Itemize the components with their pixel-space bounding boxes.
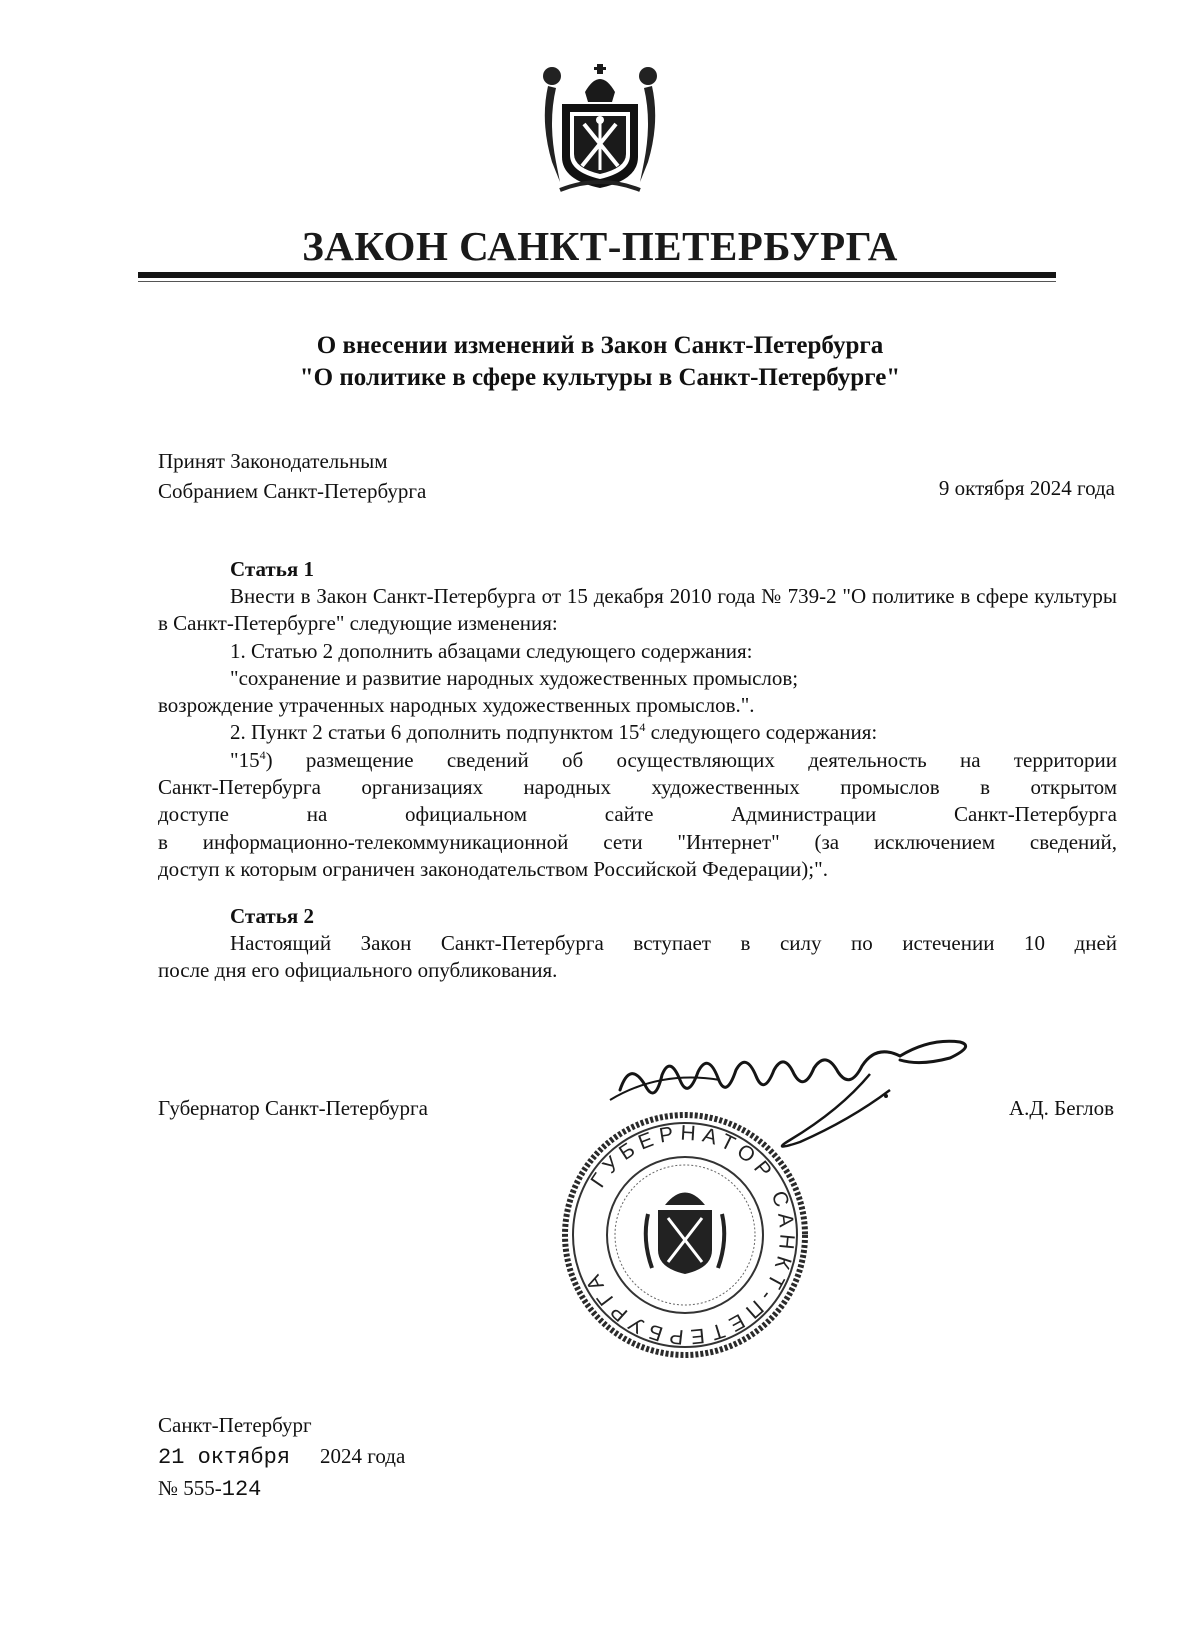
handwritten-signature: [600, 1030, 1020, 1170]
article-1-p6-text: ) размещение сведений об осуществляющих деятельность на территории: [265, 747, 1117, 772]
article-1-paragraph-5: [158, 719, 1117, 746]
law-number-value: 124: [221, 1477, 262, 1502]
subtitle-line-2: "О политике в сфере культуры в Санкт-Петербурге": [299, 364, 901, 391]
subtitle-line-1: О внесении изменений в Закон Санкт-Петербурга: [316, 332, 884, 359]
seal-text: ГУБЕРНАТОР САНКТ-ПЕТЕРБУРГА: [579, 1121, 799, 1349]
signing-place-date: [158, 1410, 405, 1505]
article-1-p6-line-1: [158, 747, 1117, 774]
article-1-paragraph-2: 1. Статью 2 дополнить абзацами следующего содержания:: [230, 638, 753, 663]
article-1-p6-line-3: доступе на официальном сайте Администрации Санкт-Петербурга: [158, 802, 1117, 827]
law-number: [158, 1473, 405, 1505]
spb-coat-of-arms-icon: [530, 62, 670, 198]
article-1-paragraph-1: Внести в Закон Санкт-Петербурга от 15 декабря 2010 года № 739-2 "О политике в сфере культуры в Санкт-Петербурге" следующие изменения:: [158, 584, 1117, 636]
article-1-paragraph-3: "сохранение и развитие народных художественных промыслов;: [230, 665, 799, 690]
article-1-p6-line-5: доступ к которым ограничен законодательством Российской Федерации);".: [158, 856, 828, 881]
article-2-heading: Статья 2: [230, 904, 314, 928]
article-1-p6-prefix: "15: [230, 747, 260, 772]
signing-year: 2024 года: [320, 1444, 406, 1468]
governor-name: А.Д. Беглов: [1008, 1096, 1114, 1120]
adopted-date: 9 октября 2024 года: [938, 476, 1115, 500]
adopted-line-2: Собранием Санкт-Петербурга: [158, 479, 427, 503]
title-rule-thick: [138, 272, 1056, 278]
signing-date: [158, 1441, 405, 1473]
article-1-p6-superscript: 4: [259, 747, 266, 762]
signing-city: Санкт-Петербург: [158, 1413, 312, 1437]
law-number-prefix: № 555-: [158, 1476, 222, 1500]
article-1-p6-line-2: Санкт-Петербурга организациях народных художественных промыслов в открытом: [158, 775, 1117, 800]
article-1-p5-text: 2. Пункт 2 статьи 6 дополнить подпунктом 15: [230, 720, 640, 745]
article-1-p5-tail: следующего содержания:: [645, 720, 878, 745]
article-1-paragraph-4: возрождение утраченных народных художественных промыслов.".: [158, 693, 755, 718]
law-subtitle: [0, 330, 1200, 394]
adopted-by: [158, 446, 426, 506]
document-title: ЗАКОН САНКТ-ПЕТЕРБУРГА: [302, 223, 898, 269]
article-1-heading: Статья 1: [230, 557, 314, 581]
adopted-line-1: Принят Законодательным: [158, 449, 388, 473]
article-1: [158, 555, 1117, 883]
article-2-line-2: после дня его официального опубликования.: [158, 958, 558, 983]
signing-day-month: 21 октября: [158, 1445, 291, 1470]
title-rule-thin: [138, 281, 1056, 282]
article-2-line-1: Настоящий Закон Санкт-Петербурга вступает в силу по истечении 10 дней: [230, 931, 1117, 955]
article-1-p5-superscript: 4: [639, 720, 646, 735]
article-1-p6-line-4: в информационно-телекоммуникационной сети "Интернет" (за исключением сведений,: [158, 829, 1117, 854]
governor-title: Губернатор Санкт-Петербурга: [158, 1096, 428, 1120]
article-2: [158, 902, 1117, 985]
